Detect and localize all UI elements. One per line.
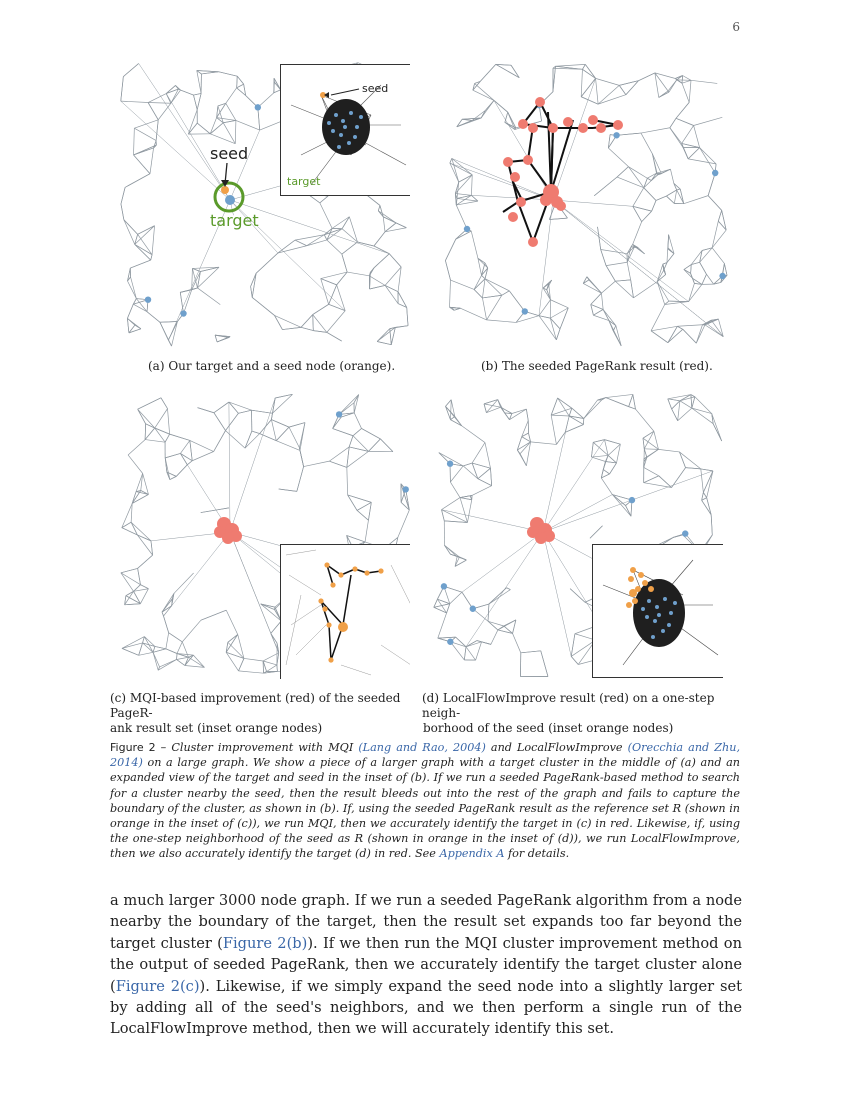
panel-c [120,394,410,679]
page-number: 6 [732,20,740,34]
body-paragraph [110,890,742,1040]
caption-text-3: on a large graph. We show a piece of a larger graph with a target cluster in the middle of (a) and an expanded view of the target and seed in the inset of (b). If we run a seeded PageRank-based method to search for a cluster nearby the seed, then the result bleeds out into the rest of the graph and fails to capture the boundary of the cluster, as shown in (b). If, using the seeded PageRank result as the reference set R (shown in orange in the inset of (c)), we run MQI, then we accurately identify the target in (c) in red. Likewise, if, using the one-step neighborhood of the seed as R (shown in orange in the inset of (d)), we run LocalFlowImprove, then we also accurately identify the target (d) in red. See [110,756,740,861]
caption-c-line1: (c) MQI-based improvement (red) of the seeded PageR- [110,691,401,720]
caption-c-line2: ank result set (inset orange nodes) [110,721,323,735]
caption-c [110,691,422,736]
body-text-2: ). If we then run the MQI cluster improvement method on the output of seeded PageRank, then we accurately identify the target cluster alone ( [110,934,742,995]
inset-seed-label: seed [362,82,389,95]
panel-d [433,394,723,679]
seed-label: seed [210,144,249,163]
ref-figure-2b[interactable]: Figure 2(b) [222,934,308,952]
caption-d-line1: (d) LocalFlowImprove result (red) on a one-step neigh- [422,691,715,720]
inset-c-graph [281,545,410,679]
panel-b [443,62,733,347]
inset-d [592,544,723,678]
caption-text-1: Cluster improvement with MQI [171,741,359,754]
caption-d [422,691,740,736]
ref-lang-rao[interactable]: (Lang and Rao, 2004) [358,741,486,754]
seed-node [221,186,229,194]
figure-caption [110,740,740,862]
ref-figure-2c[interactable]: Figure 2(c) [115,977,200,995]
panel-a [120,62,410,347]
inset-target-label: target [287,175,321,188]
caption-d-line2: borhood of the seed (inset orange nodes) [423,721,674,735]
inset-a-graph [281,65,410,195]
ref-appendix-a[interactable]: Appendix A [439,847,505,861]
body-text-1: a much larger 3000 node graph. If we run a seeded PageRank algorithm from a node nearby the boundary of the target, then the result set expands too far beyond the target cluster ( [110,892,742,952]
caption-text-4: for details. [504,847,570,861]
target-label: target [210,211,259,230]
figure-label: Figure 2 [110,741,156,754]
caption-text-2: and LocalFlowImprove [485,741,628,754]
caption-a: (a) Our target and a seed node (orange). [148,359,396,373]
inset-a [280,64,410,196]
body-text-3: ). Likewise, if we simply expand the seed node into a slightly larger set by adding all of the seed's neighbors, and we then perform a single run of the LocalFlowImprove method, then we will accurately identify this set. [110,977,742,1038]
caption-dash: – [155,741,172,754]
pagerank-result [443,62,733,347]
ref-orecchia-zhu[interactable]: (Orecchia and Zhu, 2014) [110,741,740,770]
inset-d-graph [593,545,723,677]
inset-c [280,544,410,679]
caption-b: (b) The seeded PageRank result (red). [481,359,713,373]
target-cluster [225,195,235,205]
